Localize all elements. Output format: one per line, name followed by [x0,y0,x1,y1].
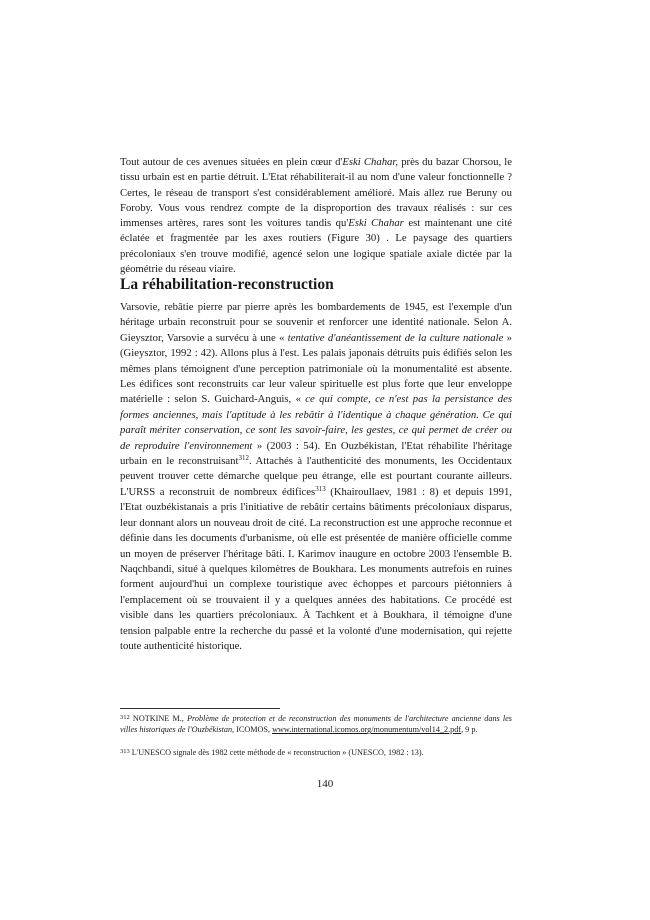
text: NOTKINE M., [129,714,187,723]
italic-title: Problème de protection et de reconstruction des monuments de l'architecture ancienne dans les villes historiques de l'Ouzbékistan [120,714,512,735]
italic-quote: ce qui compte, ce n'est pas la persistance des formes anciennes, mais l'aptitude à les rebâtir à l'identique à chaque génération. Ce qui paraît mériter conservation, ce sont les savoir-faire, les gestes, ce qui permet de créer ou de reproduire l'environnement [120,393,512,452]
footnote-312 [120,713,512,735]
text: , ICOMOS, [232,725,273,735]
text: (Khairoullaev, 1981 : 8) et depuis 1991, l'Etat ouzbékistanais a pris l'initiative de rebâtir certains bâtiments précoloniaux disparus, leur donnant alors un nouveau droit de cité. La reconstruction est une approche reconnue et définie dans les documents d'urbanisme, où elle est présentée de manière officielle comme un moyen de préserver l'héritage bâti. I. Karimov inaugure en octobre 2003 l'ensemble B. Naqchbandi, situé à quelques kilomètres de Boukhara. Les monuments autrefois en ruines forment aujourd'hui un complexe touristique avec échoppes et parcours piétonniers à l'emplacement où se trouvaient il y a quelques années des habitations. Ce procédé est visible dans les quartiers précoloniaux. À Tachkent et à Boukhara, il témoigne d'une tension palpable entre la recherche du passé et la volonté d'une modernisation, qui rejette toute authenticité historique. [120,485,512,652]
text: est maintenant une cité éclatée et fragmentée par les axes routiers (Figure 30) . Le paysage des quartiers précoloniaux s'en trouve modifié, agencé selon une logique spatiale axiale dictée par la géométrie du réseau viaire. [120,217,512,276]
italic-quote: tentative d'anéantissement de la culture nationale [287,331,504,344]
text: Tout autour de ces avenues situées en plein cœur d' [120,156,343,168]
footnote-link[interactable]: www.international.icomos.org/monumentum/vol14_2.pdf [272,725,462,735]
italic-text: Eski Chahar [348,217,404,230]
footnote-divider [120,708,280,709]
text: près du bazar Chorsou, le tissu urbain est en partie détruit. L'Etat réhabiliterait-il au nom d'une valeur fonctionnelle ? Certes, le réseau de transport s'est considérablement amélioré. Mais allez rue Beruny ou Foroby. Vous vous rendrez compte de la disproportion des travaux réalisés : sur ces immenses artères, rares sont les voitures tandis qu' [120,156,513,230]
paragraph-reconstruction [120,300,512,654]
paragraph-eski-chahar [120,155,512,277]
italic-text: Eski Chahar, [342,156,399,168]
footnote-ref-312[interactable]: 312 [238,454,249,463]
text: Varsovie, rebâtie pierre par pierre après les bombardements de 1945, est l'exemple d'un héritage urbain reconstruit pour se souvenir et renforcer une identité nationale. Selon A. Gieysztor, Varsovie a survécu à une « [120,301,512,344]
footnote-ref-313[interactable]: 313 [315,484,326,493]
footnote-313 [120,747,512,758]
footnote-number: 312 [120,714,130,721]
text: , 9 p. [461,725,478,735]
text: » (2003 : 54). En Ouzbékistan, l'Etat réhabilite l'héritage urbain en le reconstruisant [120,439,513,468]
section-heading: La réhabilitation-reconstruction [120,276,334,293]
text: L'UNESCO signale dès 1982 cette méthode de « reconstruction » (UNESCO, 1982 : 13). [129,748,424,757]
text: . Attachés à l'authenticité des monuments, les Occidentaux peuvent trouver cette démarche quelque peu étrange, elle est pourtant courante ailleurs. L'URSS a reconstruit de nombreux édifices [120,455,512,498]
page-number: 140 [316,778,334,790]
footnote-number: 313 [120,748,130,755]
text: » (Gieysztor, 1992 : 42). Allons plus à l'est. Les palais japonais détruits puis édifiés selon les mêmes plans témoignent d'une perception patrimoniale où la monumentalité est absente. Les édifices sont reconstruits car leur valeur spirituelle est plus forte que leur enveloppe matérielle : selon S. Guichard-Anguis, « [120,331,512,406]
